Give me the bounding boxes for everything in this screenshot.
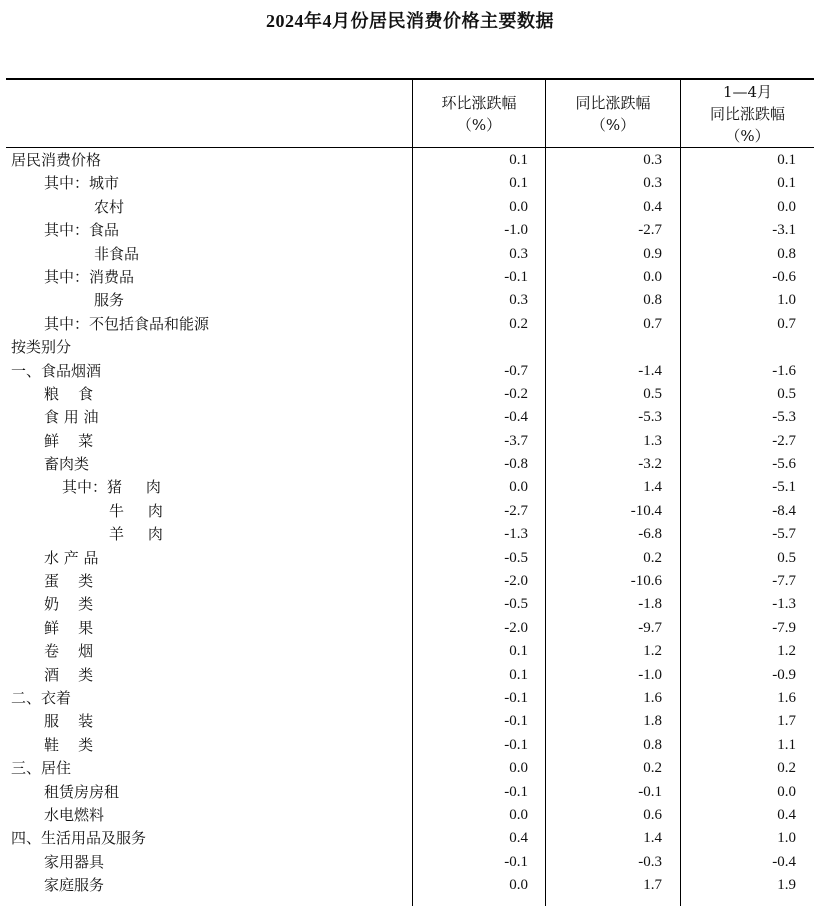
ytd-value: -0.4: [772, 853, 796, 870]
row-label: 羊 肉: [109, 525, 163, 544]
mom-value: 0.0: [509, 198, 528, 215]
yoy-value: -9.7: [638, 619, 662, 636]
row-label: 家庭服务: [44, 876, 105, 895]
mom-value: 0.3: [509, 245, 528, 262]
ytd-value: -0.9: [772, 666, 796, 683]
data-table-body: [0, 149, 820, 898]
ytd-value: 1.9: [777, 877, 796, 894]
row-label: 其中：城市: [44, 174, 120, 193]
table-row: [0, 149, 820, 172]
row-label: 水 产 品: [44, 548, 99, 567]
mom-value: -0.1: [504, 853, 528, 870]
ytd-value: -5.3: [772, 409, 796, 426]
mom-value: -1.0: [504, 222, 528, 239]
table-row: [0, 196, 820, 219]
yoy-value: 0.9: [643, 245, 662, 262]
mom-value: -0.8: [504, 456, 528, 473]
mom-value: 0.2: [509, 315, 528, 332]
yoy-value: 0.0: [643, 268, 662, 285]
table-row: [0, 523, 820, 546]
column-header-label: 环比涨跌幅: [441, 93, 517, 112]
table-row: [0, 430, 820, 453]
ytd-value: 0.0: [777, 198, 796, 215]
table-row: [0, 289, 820, 312]
row-label: 牛 肉: [109, 501, 163, 520]
page-title: 2024年4月份居民消费价格主要数据: [266, 11, 554, 31]
ytd-value: 0.0: [777, 783, 796, 800]
yoy-value: -2.7: [638, 222, 662, 239]
yoy-value: 0.2: [643, 760, 662, 777]
ytd-value: 0.5: [777, 385, 796, 402]
yoy-value: 1.4: [643, 479, 662, 496]
yoy-value: -10.4: [630, 502, 662, 519]
yoy-value: 1.4: [643, 830, 662, 847]
table-row: [0, 172, 820, 195]
row-label: 农村: [94, 197, 125, 216]
column-header-label: 同比涨跌幅: [575, 93, 651, 112]
ytd-value: -7.7: [772, 573, 796, 590]
table-row: [0, 687, 820, 710]
table-header-rule: [6, 147, 814, 148]
yoy-value: 0.5: [643, 385, 662, 402]
row-label: 服务: [94, 291, 125, 310]
yoy-value: 1.8: [643, 713, 662, 730]
ytd-value: -1.6: [772, 362, 796, 379]
yoy-value: 1.2: [643, 643, 662, 660]
mom-value: 0.1: [509, 175, 528, 192]
table-row: [0, 851, 820, 874]
table-row: [0, 757, 820, 780]
ytd-value: -5.1: [772, 479, 796, 496]
yoy-value: -5.3: [638, 409, 662, 426]
table-row: [0, 570, 820, 593]
ytd-value: 1.0: [777, 830, 796, 847]
row-label: 服 装: [44, 712, 94, 731]
ytd-value: 0.1: [777, 152, 796, 168]
mom-value: 0.1: [509, 666, 528, 683]
mom-value: -0.1: [504, 268, 528, 285]
mom-value: -2.7: [504, 502, 528, 519]
column-header-unit: （%）: [590, 115, 636, 134]
mom-value: -0.2: [504, 385, 528, 402]
row-label: 二、衣着: [11, 688, 72, 707]
table-row: [0, 266, 820, 289]
mom-value: 0.0: [509, 806, 528, 823]
ytd-value: 1.6: [777, 689, 796, 706]
table-row: [0, 476, 820, 499]
column-header-label: 同比涨跌幅: [709, 104, 785, 123]
mom-value: 0.4: [509, 830, 528, 847]
yoy-value: -1.4: [638, 362, 662, 379]
mom-value: -0.7: [504, 362, 528, 379]
row-label: 水电燃料: [44, 805, 105, 824]
table-row: [0, 406, 820, 429]
column-header-unit: （%）: [725, 126, 770, 145]
row-label: 酒 类: [44, 665, 94, 684]
mom-value: -0.5: [504, 549, 528, 566]
ytd-value: -2.7: [772, 432, 796, 449]
table-row: [0, 781, 820, 804]
yoy-value: 1.3: [643, 432, 662, 449]
row-label: 居民消费价格: [11, 151, 102, 169]
ytd-value: 0.5: [777, 549, 796, 566]
row-label: 鲜 果: [44, 618, 94, 637]
mom-value: -2.0: [504, 619, 528, 636]
table-row: [0, 874, 820, 897]
row-label: 按类别分: [11, 338, 72, 357]
table-row: [0, 453, 820, 476]
ytd-value: -8.4: [772, 502, 796, 519]
row-label: 其中：消费品: [44, 267, 135, 286]
table-row: [0, 710, 820, 733]
row-label: 一、食品烟酒: [11, 361, 102, 380]
yoy-value: 0.7: [643, 315, 662, 332]
table-row: [0, 360, 820, 383]
yoy-value: -1.8: [638, 596, 662, 613]
row-label: 鞋 类: [44, 735, 94, 754]
row-label: 鲜 菜: [44, 431, 94, 450]
ytd-value: 0.8: [777, 245, 796, 262]
mom-value: -3.7: [504, 432, 528, 449]
row-label: 蛋 类: [44, 572, 94, 591]
yoy-value: 0.8: [643, 292, 662, 309]
row-label: 非食品: [94, 244, 140, 263]
ytd-value: -5.6: [772, 456, 796, 473]
yoy-value: 0.2: [643, 549, 662, 566]
row-label: 畜肉类: [44, 455, 90, 474]
mom-value: 0.3: [509, 292, 528, 309]
ytd-value: 0.7: [777, 315, 796, 332]
ytd-value: -3.1: [772, 222, 796, 239]
yoy-value: 1.7: [643, 877, 662, 894]
table-row: [0, 734, 820, 757]
table-row: [0, 500, 820, 523]
column-header-period: 1—4月: [722, 82, 773, 101]
ytd-value: -7.9: [772, 619, 796, 636]
ytd-value: 0.1: [777, 175, 796, 192]
table-row: [0, 243, 820, 266]
yoy-value: 0.3: [643, 175, 662, 192]
column-header-unit: （%）: [456, 115, 502, 134]
yoy-value: 1.6: [643, 689, 662, 706]
yoy-value: -0.1: [638, 783, 662, 800]
ytd-value: 1.2: [777, 643, 796, 660]
mom-value: 0.0: [509, 877, 528, 894]
mom-value: -0.1: [504, 736, 528, 753]
column-header-ytd: [681, 80, 814, 147]
ytd-value: 0.4: [777, 806, 796, 823]
mom-value: 0.0: [509, 760, 528, 777]
ytd-value: 1.1: [777, 736, 796, 753]
row-label: 租赁房房租: [44, 782, 120, 801]
yoy-value: -6.8: [638, 526, 662, 543]
yoy-value: 0.3: [643, 152, 662, 168]
table-row: [0, 313, 820, 336]
row-label: 粮 食: [44, 384, 94, 403]
mom-value: -1.3: [504, 526, 528, 543]
yoy-value: -1.0: [638, 666, 662, 683]
row-label: 其中：猪 肉: [62, 478, 161, 497]
row-label: 卷 烟: [44, 642, 94, 661]
column-header-mom: [413, 80, 545, 147]
column-header-yoy: [546, 80, 680, 147]
table-row: [0, 336, 820, 359]
yoy-value: -3.2: [638, 456, 662, 473]
ytd-value: 1.7: [777, 713, 796, 730]
mom-value: 0.0: [509, 479, 528, 496]
ytd-value: 0.2: [777, 760, 796, 777]
mom-value: 0.1: [509, 152, 528, 168]
yoy-value: -10.6: [630, 573, 662, 590]
table-row: [0, 827, 820, 850]
ytd-value: 1.0: [777, 292, 796, 309]
mom-value: -0.1: [504, 689, 528, 706]
table-row: [0, 664, 820, 687]
mom-value: 0.1: [509, 643, 528, 660]
table-row: [0, 547, 820, 570]
mom-value: -0.1: [504, 713, 528, 730]
yoy-value: 0.8: [643, 736, 662, 753]
ytd-value: -1.3: [772, 596, 796, 613]
table-row: [0, 640, 820, 663]
mom-value: -0.1: [504, 783, 528, 800]
row-label: 其中：不包括食品和能源: [44, 314, 210, 333]
yoy-value: 0.6: [643, 806, 662, 823]
yoy-value: 0.4: [643, 198, 662, 215]
table-row: [0, 804, 820, 827]
ytd-value: -5.7: [772, 526, 796, 543]
row-label: 食 用 油: [44, 408, 99, 427]
table-row: [0, 383, 820, 406]
yoy-value: -0.3: [638, 853, 662, 870]
mom-value: -0.4: [504, 409, 528, 426]
mom-value: -2.0: [504, 573, 528, 590]
ytd-value: -0.6: [772, 268, 796, 285]
row-label: 其中：食品: [44, 221, 120, 240]
table-row: [0, 617, 820, 640]
row-label: 奶 类: [44, 595, 94, 614]
table-row: [0, 219, 820, 242]
table-row: [0, 593, 820, 616]
row-label: 三、居住: [11, 759, 72, 778]
row-label: 四、生活用品及服务: [11, 829, 147, 848]
mom-value: -0.5: [504, 596, 528, 613]
row-label: 家用器具: [44, 852, 105, 871]
